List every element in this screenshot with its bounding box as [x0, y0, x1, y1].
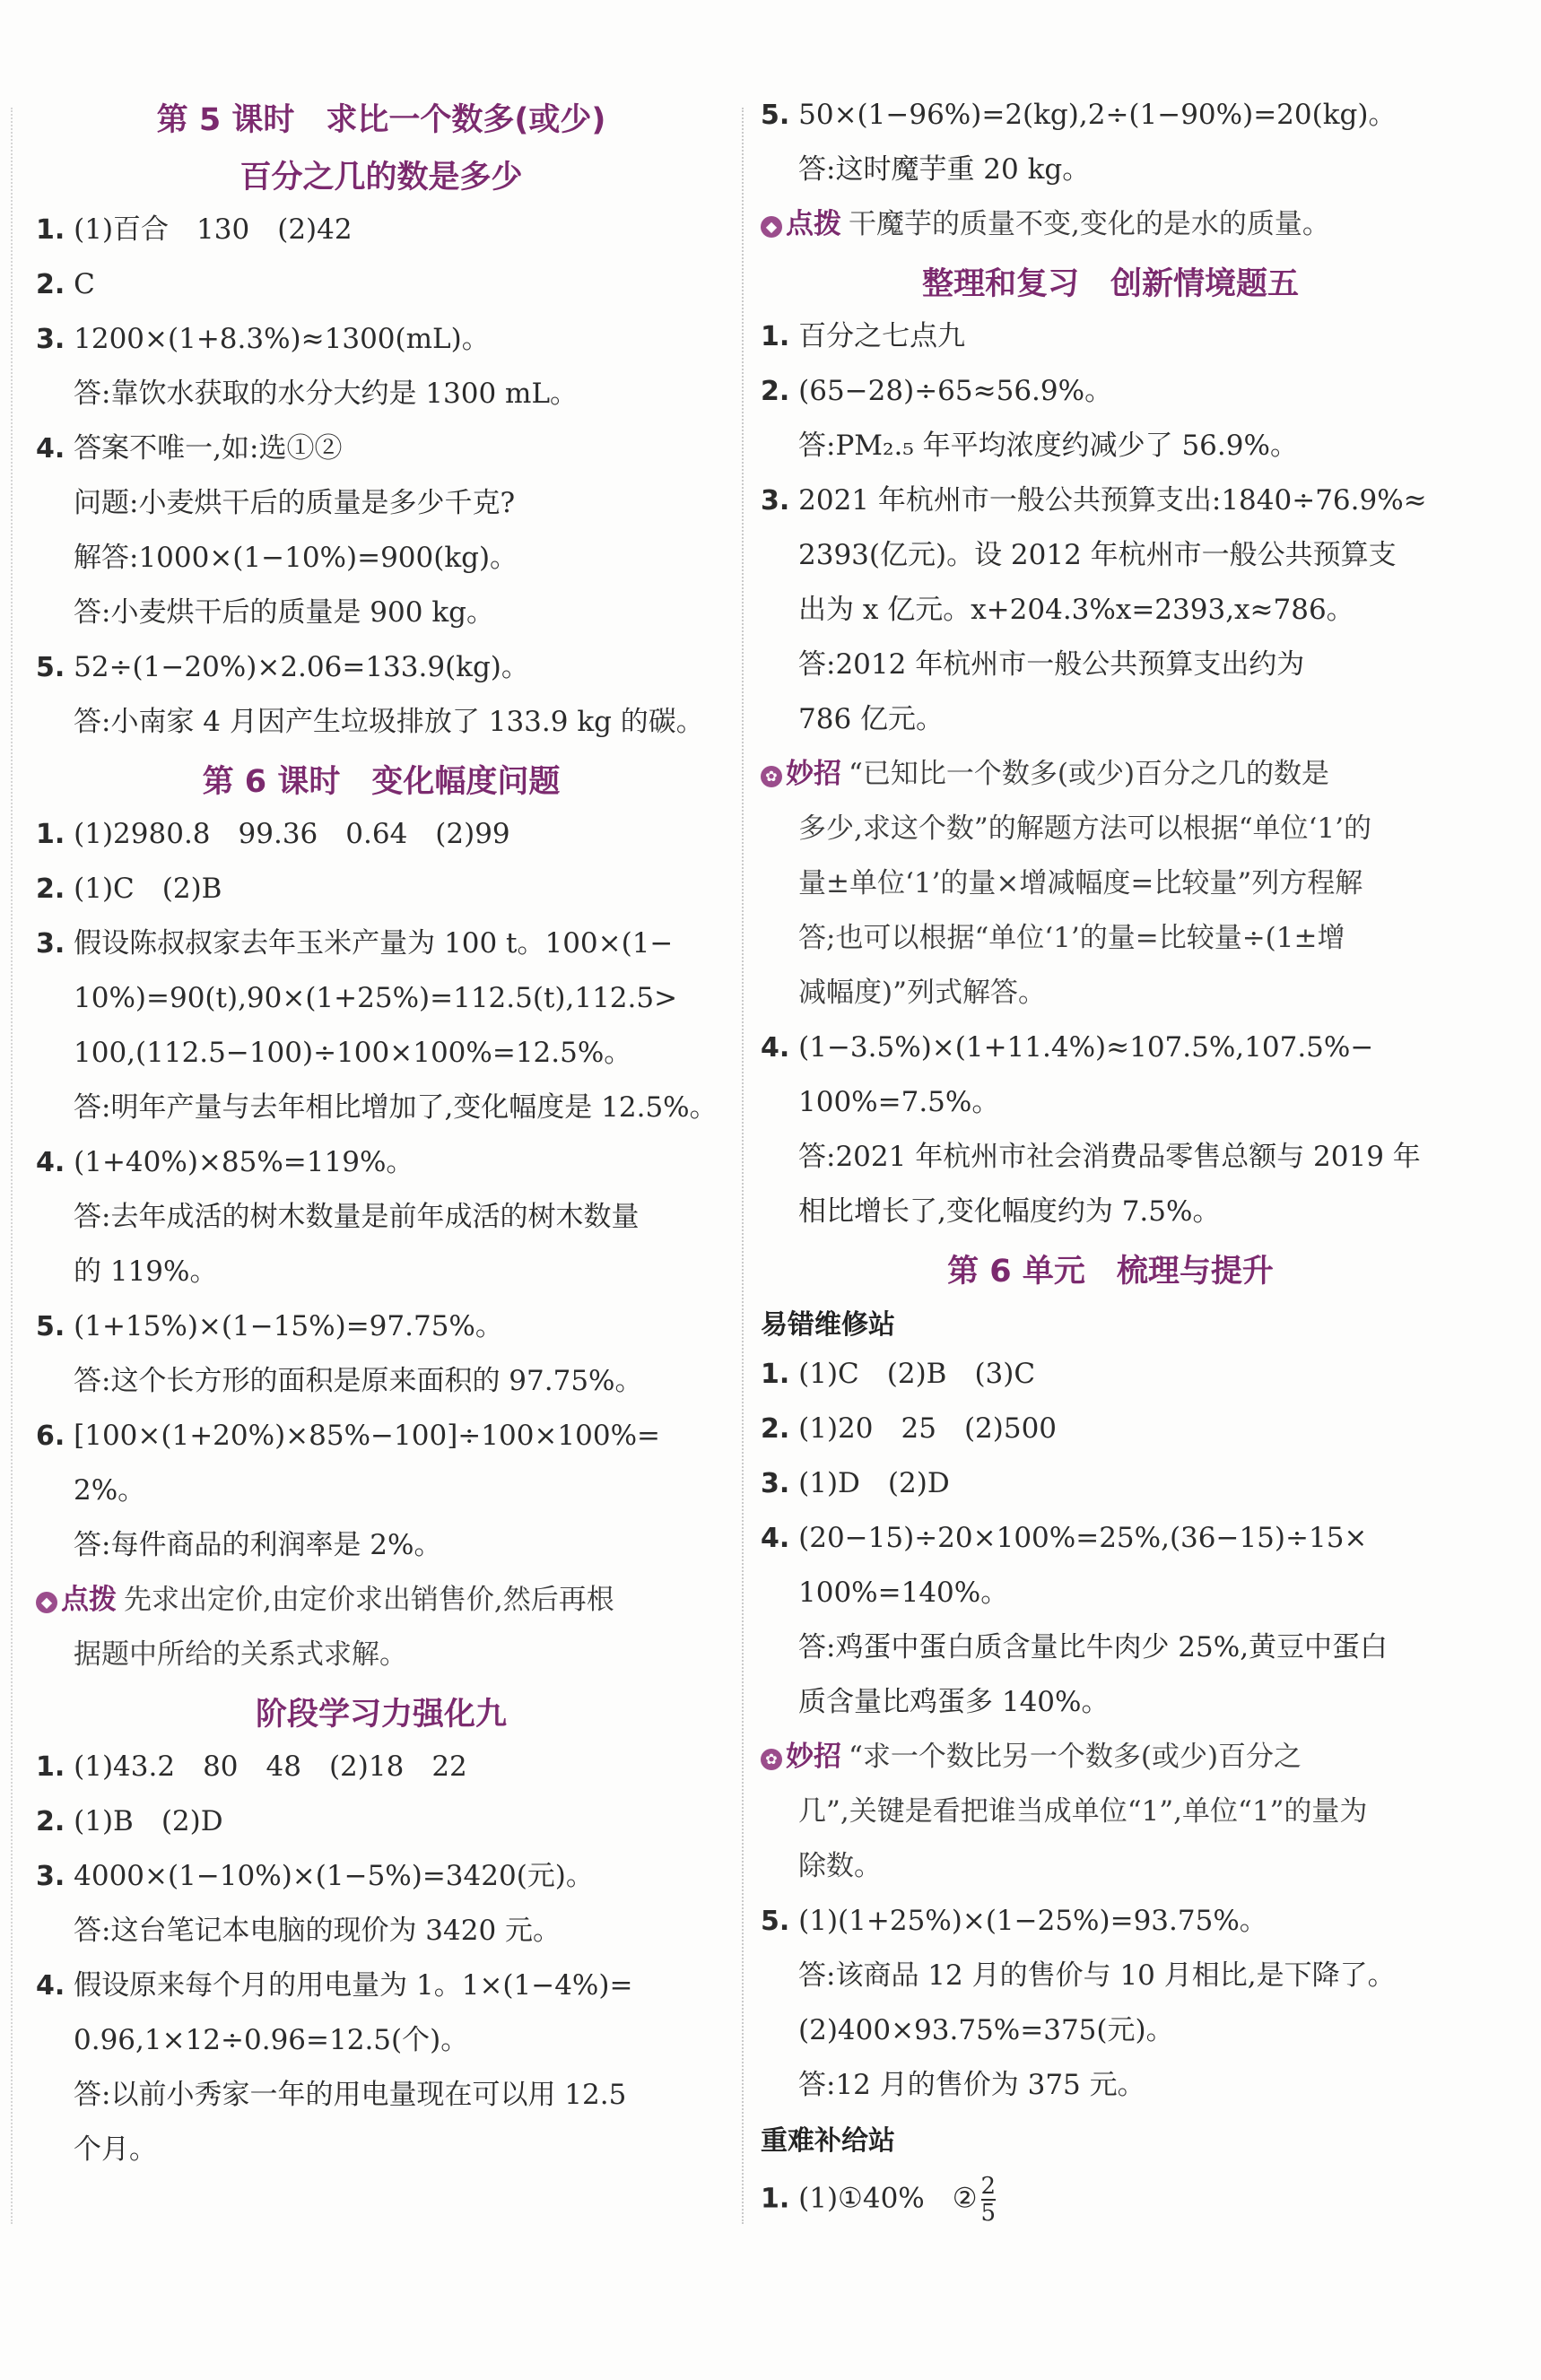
answer-line: 6. [100×(1+20%)×85%−100]÷100×100%=: [36, 1420, 661, 1452]
trick-box: ✿ 妙招 “已知比一个数多(或少)百分之几的数是: [761, 758, 1460, 790]
answer-line: 4. (1−3.5%)×(1+11.4%)≈107.5%,107.5%−: [761, 1031, 1374, 1064]
subsection-hard: 重难补给站: [761, 2125, 895, 2157]
trick-box: ✿ 妙招 “求一个数比另一个数多(或少)百分之: [761, 1741, 1460, 1773]
answer-line: 786 亿元。: [798, 703, 945, 735]
answer-line: 3. 1200×(1+8.3%)≈1300(mL)。: [36, 323, 490, 355]
answer-line: 答:明年产量与去年相比增加了,变化幅度是 12.5%。: [74, 1091, 718, 1124]
tip-line: 多少,求这个数”的解题方法可以根据“单位‘1’的: [798, 812, 1371, 845]
answer-line: 答:小南家 4 月因产生垃圾排放了 133.9 kg 的碳。: [74, 706, 704, 738]
answer-line: 1. (1)43.2 80 48 (2)18 22: [36, 1750, 467, 1783]
answer-line: 答:以前小秀家一年的用电量现在可以用 12.5: [74, 2079, 627, 2111]
answer-line: 2%。: [74, 1474, 146, 1507]
answer-line: 出为 x 亿元。x+204.3%x=2393,x≈786。: [798, 594, 1354, 626]
section-title-unit6: 第 6 单元 梳理与提升: [947, 1254, 1274, 1290]
answer-line: 2. (1)C (2)B: [36, 873, 222, 905]
answer-line: 解答:1000×(1−10%)=900(kg)。: [74, 542, 518, 574]
column-divider: [742, 108, 744, 2224]
answer-line: 答:小麦烘干后的质量是 900 kg。: [74, 596, 494, 629]
answer-line: 1. (1)2980.8 99.36 0.64 (2)99: [36, 818, 510, 850]
answer-line: 4. 假设原来每个月的用电量为 1。1×(1−4%)=: [36, 1969, 633, 2002]
answer-line: 答:每件商品的利润率是 2%。: [74, 1529, 442, 1561]
answer-line: 1. 百分之七点九: [761, 320, 966, 352]
answer-line: 5. (1)(1+25%)×(1−25%)=93.75%。: [761, 1905, 1267, 1937]
right-column: [761, 99, 1460, 2228]
answer-line: (2)400×93.75%=375(元)。: [798, 2014, 1174, 2046]
answer-line: 3. 假设陈叔叔家去年玉米产量为 100 t。100×(1−: [36, 927, 674, 960]
answer-line: 2. (1)B (2)D: [36, 1805, 223, 1837]
answer-line: 相比增长了,变化幅度约为 7.5%。: [798, 1195, 1221, 1228]
tip-line: 减幅度)”列式解答。: [798, 977, 1046, 1009]
answer-line: 答:12 月的售价为 375 元。: [798, 2069, 1145, 2101]
tip-icon: ◆: [36, 1592, 57, 1613]
subsection-errors: 易错维修站: [761, 1309, 895, 1341]
answer-line: 3. 4000×(1−10%)×(1−5%)=3420(元)。: [36, 1860, 594, 1892]
answer-line: 4. (20−15)÷20×100%=25%,(36−15)÷15×: [761, 1522, 1368, 1554]
answer-line: 1. (1)①40% ② $\frac{2}{5}$: [761, 2173, 997, 2227]
answer-line: 4. (1+40%)×85%=119%。: [36, 1146, 414, 1178]
answer-line: 答:该商品 12 月的售价与 10 月相比,是下降了。: [798, 1959, 1396, 1992]
answer-line: 问题:小麦烘干后的质量是多少千克?: [74, 487, 516, 519]
answer-line: 2393(亿元)。设 2012 年杭州市一般公共预算支: [798, 539, 1397, 571]
tip-line: 量±单位‘1’的量×增减幅度=比较量”列方程解: [798, 867, 1363, 899]
section-title-lesson6: 第 6 课时 变化幅度问题: [202, 764, 561, 800]
answer-line: 0.96,1×12÷0.96=12.5(个)。: [74, 2024, 469, 2056]
tip-line: 答;也可以根据“单位‘1’的量=比较量÷(1±增: [798, 922, 1345, 954]
tip-line: 据题中所给的关系式求解。: [74, 1638, 407, 1671]
section-title-lesson5: 第 5 课时 求比一个数多(或少): [156, 102, 606, 138]
answer-line: 质含量比鸡蛋多 140%。: [798, 1686, 1110, 1718]
answer-line: 2. (1)20 25 (2)500: [761, 1412, 1058, 1445]
left-column: [36, 99, 727, 2188]
answer-line: 1. (1)C (2)B (3)C: [761, 1358, 1036, 1390]
answer-line: 5. 50×(1−96%)=2(kg),2÷(1−90%)=20(kg)。: [761, 99, 1397, 131]
answer-line: 3. (1)D (2)D: [761, 1467, 950, 1499]
tip-box: ◆ 点拨 先求出定价,由定价求出销售价,然后再根: [36, 1584, 727, 1616]
section-title-stage9: 阶段学习力强化九: [255, 1697, 507, 1733]
answer-line: 答:靠饮水获取的水分大约是 1300 mL。: [74, 378, 579, 410]
answer-line: 2. (65−28)÷65≈56.9%。: [761, 375, 1113, 407]
tip-line: 除数。: [798, 1850, 882, 1882]
answer-line: 答:PM₂.₅ 年平均浓度约减少了 56.9%。: [798, 430, 1298, 462]
answer-line: 个月。: [74, 2133, 157, 2166]
answer-line: 答:2012 年杭州市一般公共预算支出约为: [798, 648, 1305, 681]
trick-icon: ✿: [761, 1749, 782, 1770]
tip-box: ◆ 点拨 干魔芋的质量不变,变化的是水的质量。: [761, 208, 1460, 240]
section-title-review5: 整理和复习 创新情境题五: [921, 266, 1299, 302]
answer-line: 的 119%。: [74, 1255, 218, 1288]
trick-icon: ✿: [761, 766, 782, 787]
answer-line: 100%=140%。: [798, 1577, 1009, 1609]
tip-icon: ◆: [761, 216, 782, 238]
answer-line: 5. 52÷(1−20%)×2.06=133.9(kg)。: [36, 651, 529, 683]
answer-line: 答:去年成活的树木数量是前年成活的树木数量: [74, 1201, 640, 1233]
left-margin-rule: [11, 108, 13, 2224]
fraction: $\frac{2}{5}$: [980, 2173, 997, 2227]
answer-line: 2. C: [36, 268, 95, 300]
answer-line: 答:这个长方形的面积是原来面积的 97.75%。: [74, 1365, 643, 1397]
answer-line: 答:这台笔记本电脑的现价为 3420 元。: [74, 1915, 562, 1947]
tip-line: 几”,关键是看把谁当成单位“1”,单位“1”的量为: [798, 1795, 1368, 1828]
answer-line: 1. (1)百合 130 (2)42: [36, 213, 353, 246]
section-subtitle-lesson5: 百分之几的数是多少: [239, 160, 523, 195]
answer-line: 答:2021 年杭州市社会消费品零售总额与 2019 年: [798, 1141, 1421, 1173]
answer-line: 答:这时魔芋重 20 kg。: [798, 153, 1091, 186]
answer-line: 100,(112.5−100)÷100×100%=12.5%。: [74, 1037, 632, 1069]
answer-line: 答:鸡蛋中蛋白质含量比牛肉少 25%,黄豆中蛋白: [798, 1631, 1389, 1663]
answer-line: 5. (1+15%)×(1−15%)=97.75%。: [36, 1310, 503, 1342]
answer-line: 10%)=90(t),90×(1+25%)=112.5(t),112.5>: [74, 982, 678, 1014]
answer-line: 100%=7.5%。: [798, 1086, 1000, 1118]
answer-line: 3. 2021 年杭州市一般公共预算支出:1840÷76.9%≈: [761, 484, 1427, 517]
answer-line: 4. 答案不唯一,如:选①②: [36, 432, 343, 465]
